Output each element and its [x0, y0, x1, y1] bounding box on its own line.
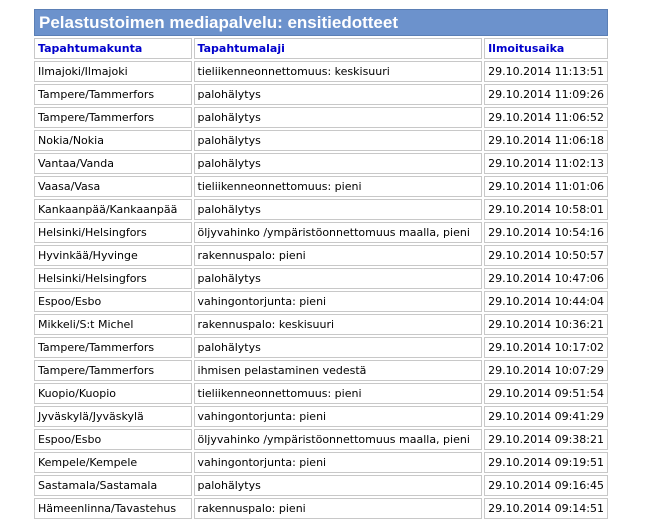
- cell-location: Vaasa/Vasa: [34, 176, 192, 197]
- title-row: [34, 9, 608, 36]
- cell-location: Mikkeli/S:t Michel: [34, 314, 192, 335]
- table-row: [34, 360, 608, 381]
- cell-type: öljyvahinko /ympäristöonnettomuus maalla, pieni: [194, 222, 483, 243]
- cell-time: 29.10.2014 10:44:04: [484, 291, 608, 312]
- cell-location: Helsinki/Helsingfors: [34, 222, 192, 243]
- table-row: [34, 176, 608, 197]
- cell-type: palohälytys: [194, 199, 483, 220]
- incident-table: [32, 7, 610, 521]
- cell-location: Tampere/Tammerfors: [34, 107, 192, 128]
- cell-location: Hyvinkää/Hyvinge: [34, 245, 192, 266]
- cell-location: Hämeenlinna/Tavastehus: [34, 498, 192, 519]
- cell-type: palohälytys: [194, 153, 483, 174]
- cell-type: palohälytys: [194, 268, 483, 289]
- table-row: [34, 475, 608, 496]
- cell-location: Kuopio/Kuopio: [34, 383, 192, 404]
- cell-type: tieliikenneonnettomuus: pieni: [194, 383, 483, 404]
- cell-location: Kempele/Kempele: [34, 452, 192, 473]
- page-title: Pelastustoimen mediapalvelu: ensitiedotteet: [34, 9, 608, 36]
- table-body: [34, 61, 608, 519]
- cell-location: Tampere/Tammerfors: [34, 84, 192, 105]
- cell-type: vahingontorjunta: pieni: [194, 452, 483, 473]
- table-row: [34, 383, 608, 404]
- cell-type: rakennuspalo: keskisuuri: [194, 314, 483, 335]
- cell-type: rakennuspalo: pieni: [194, 498, 483, 519]
- cell-location: Espoo/Esbo: [34, 291, 192, 312]
- cell-time: 29.10.2014 09:14:51: [484, 498, 608, 519]
- column-header-time: Ilmoitusaika: [484, 38, 608, 59]
- cell-time: 29.10.2014 11:06:52: [484, 107, 608, 128]
- table-row: [34, 245, 608, 266]
- table-row: [34, 199, 608, 220]
- cell-location: Tampere/Tammerfors: [34, 337, 192, 358]
- cell-time: 29.10.2014 09:41:29: [484, 406, 608, 427]
- table-row: [34, 130, 608, 151]
- table-row: [34, 429, 608, 450]
- table-row: [34, 153, 608, 174]
- column-header-location: Tapahtumakunta: [34, 38, 192, 59]
- cell-time: 29.10.2014 10:36:21: [484, 314, 608, 335]
- cell-time: 29.10.2014 11:13:51: [484, 61, 608, 82]
- cell-time: 29.10.2014 10:50:57: [484, 245, 608, 266]
- cell-time: 29.10.2014 11:09:26: [484, 84, 608, 105]
- cell-time: 29.10.2014 09:16:45: [484, 475, 608, 496]
- cell-location: Kankaanpää/Kankaanpää: [34, 199, 192, 220]
- cell-time: 29.10.2014 11:02:13: [484, 153, 608, 174]
- table-row: [34, 107, 608, 128]
- cell-time: 29.10.2014 11:06:18: [484, 130, 608, 151]
- cell-time: 29.10.2014 11:01:06: [484, 176, 608, 197]
- cell-location: Sastamala/Sastamala: [34, 475, 192, 496]
- table-row: [34, 406, 608, 427]
- cell-time: 29.10.2014 10:17:02: [484, 337, 608, 358]
- cell-location: Tampere/Tammerfors: [34, 360, 192, 381]
- cell-type: tieliikenneonnettomuus: pieni: [194, 176, 483, 197]
- cell-type: palohälytys: [194, 337, 483, 358]
- table-row: [34, 337, 608, 358]
- cell-time: 29.10.2014 09:38:21: [484, 429, 608, 450]
- table-row: [34, 291, 608, 312]
- cell-location: Jyväskylä/Jyväskylä: [34, 406, 192, 427]
- table-row: [34, 452, 608, 473]
- cell-type: ihmisen pelastaminen vedestä: [194, 360, 483, 381]
- cell-type: rakennuspalo: pieni: [194, 245, 483, 266]
- cell-location: Helsinki/Helsingfors: [34, 268, 192, 289]
- column-header-type: Tapahtumalaji: [194, 38, 483, 59]
- cell-type: palohälytys: [194, 130, 483, 151]
- cell-time: 29.10.2014 10:07:29: [484, 360, 608, 381]
- table-row: [34, 84, 608, 105]
- header-row: [34, 38, 608, 59]
- table-row: [34, 498, 608, 519]
- cell-time: 29.10.2014 09:19:51: [484, 452, 608, 473]
- cell-time: 29.10.2014 10:54:16: [484, 222, 608, 243]
- table-row: [34, 314, 608, 335]
- cell-location: Nokia/Nokia: [34, 130, 192, 151]
- cell-type: öljyvahinko /ympäristöonnettomuus maalla, pieni: [194, 429, 483, 450]
- cell-type: vahingontorjunta: pieni: [194, 406, 483, 427]
- cell-type: palohälytys: [194, 107, 483, 128]
- cell-time: 29.10.2014 09:51:54: [484, 383, 608, 404]
- cell-time: 29.10.2014 10:47:06: [484, 268, 608, 289]
- cell-type: palohälytys: [194, 475, 483, 496]
- cell-time: 29.10.2014 10:58:01: [484, 199, 608, 220]
- table-row: [34, 268, 608, 289]
- cell-location: Ilmajoki/Ilmajoki: [34, 61, 192, 82]
- cell-type: tieliikenneonnettomuus: keskisuuri: [194, 61, 483, 82]
- table-row: [34, 61, 608, 82]
- cell-type: palohälytys: [194, 84, 483, 105]
- cell-location: Espoo/Esbo: [34, 429, 192, 450]
- table-row: [34, 222, 608, 243]
- cell-location: Vantaa/Vanda: [34, 153, 192, 174]
- cell-type: vahingontorjunta: pieni: [194, 291, 483, 312]
